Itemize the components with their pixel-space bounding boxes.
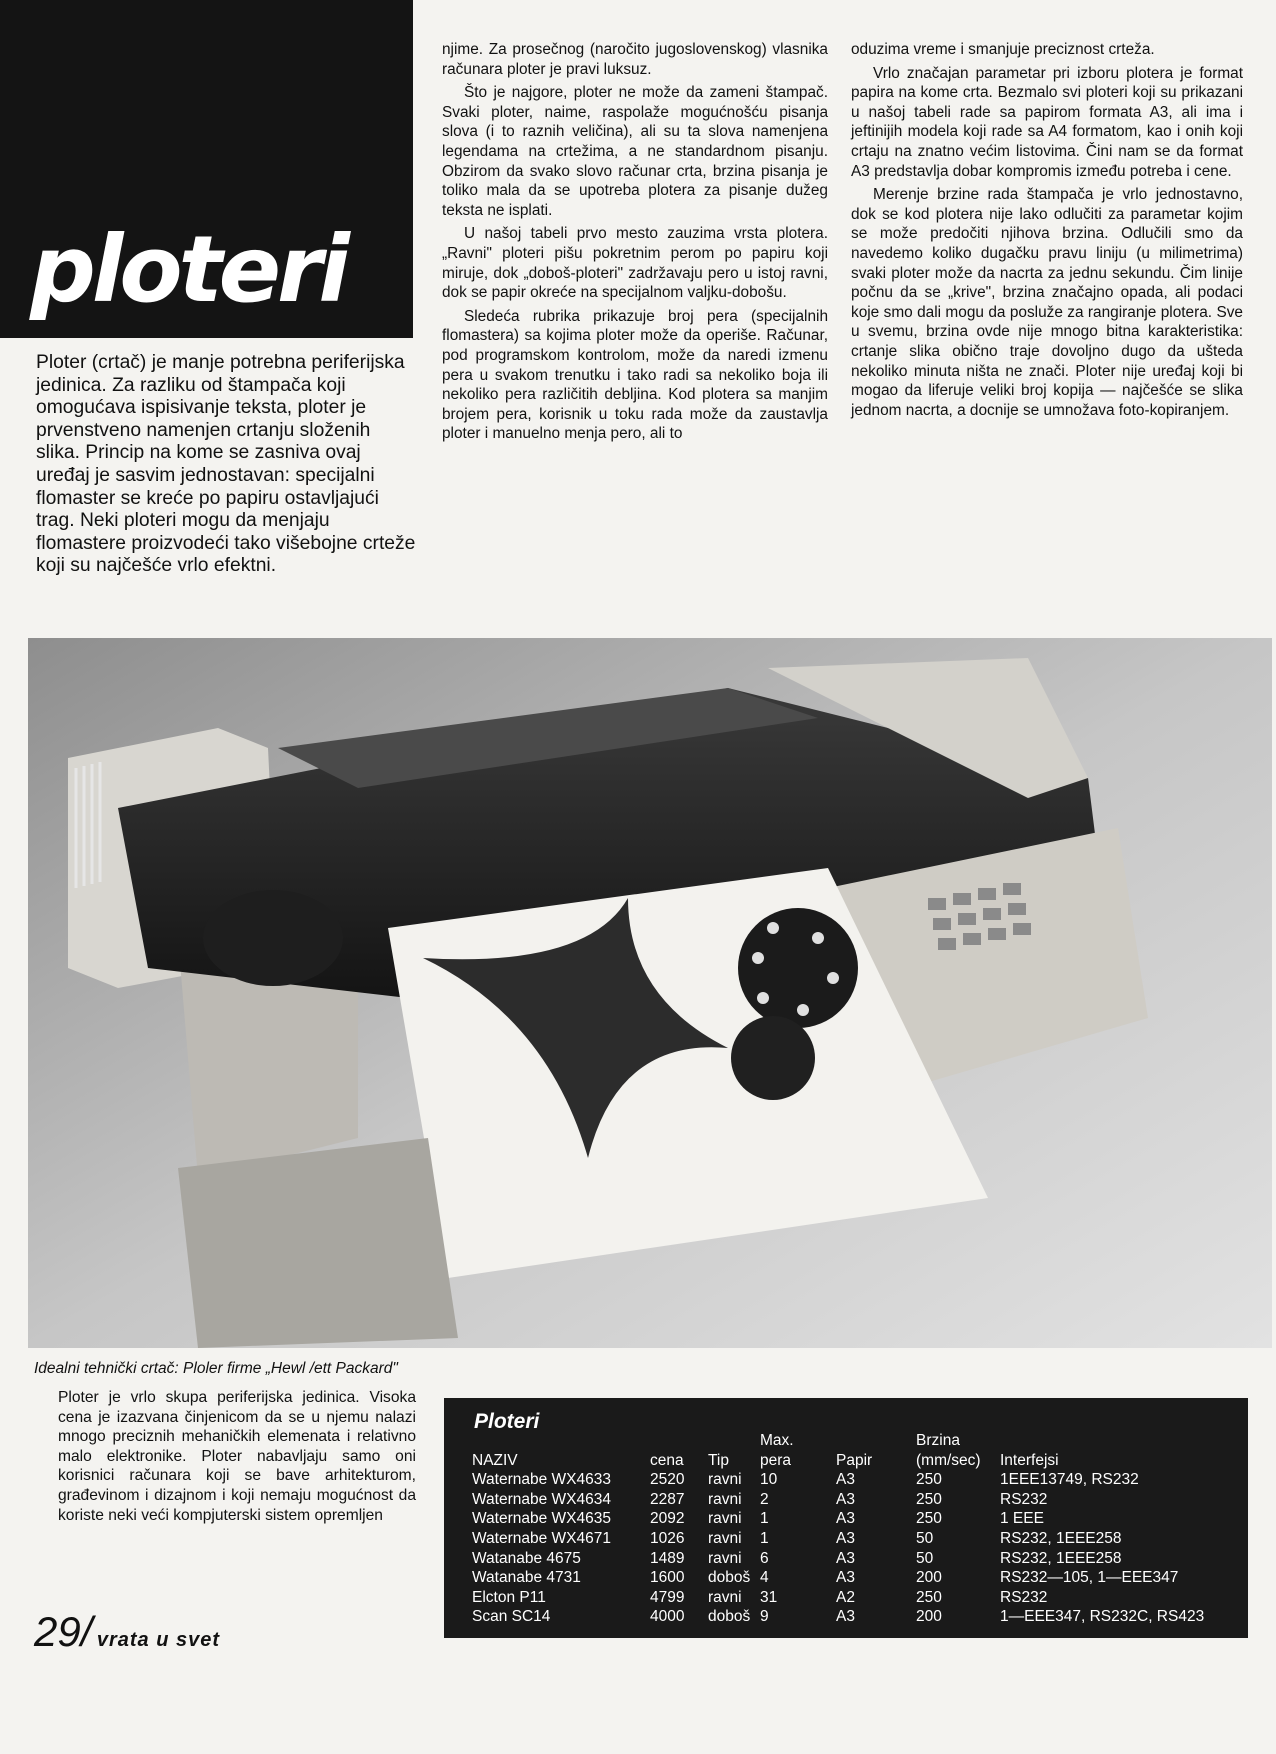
table-cell: 10 <box>760 1471 778 1489</box>
paragraph: Sledeća rubrika prikazuje broj pera (specijalnih flomastera) sa kojima ploter može da operiše. Računar, pod programskom kontrolom, može da naredi izmenu pera u svakom trenutku i tako radi sa nekoliko boja ili nekoliko pera različitih debljina. Kod plotera sa manjim brojem pera, korisnik u toku rada može da zaustavlja ploter i manuelno menja pero, ali to <box>442 307 828 443</box>
paragraph: Merenje brzine rada štampača je vrlo jednostavno, dok se kod plotera nije lako odlučiti za parametar kojim se može predočiti njihova brzina. Odlučili smo da navedemo koliko dugačku pravu liniju (u milimetrima) svaki ploter može da nacrta za jednu sekundu. Čim linije počnu da se „krive", brzina značajno opada, ali podaci koje smo dali mogu da posluže za rangiranje plotera. Sve u svemu, brzina ovde nije mnogo bitna karakteristika: crtanje slika obično traje dovoljno dugo da ušteda nekoliko minuta ništa ne znači. Ploter nije uređaj koji bi mogao da liferuje veliki broj kopija — najčešće se slika jednom nacrta, a docnije se umnožava foto-kopiranjem. <box>851 186 1243 419</box>
section-name: vrata u svet <box>96 1629 221 1651</box>
table-cell: Waternabe WX4635 <box>472 1510 612 1528</box>
column-header: pera <box>760 1451 792 1469</box>
table-cell: 2 <box>760 1490 769 1508</box>
paragraph: Vrlo značajan parametar pri izboru plotera je format papira na kome crta. Bezmalo svi ploteri koji su prikazani u našoj tabeli rade sa papirom formata A3, ali ima i jeftinijih modela koji rade sa A4 formatom, kao i onih koji crtaju na znatno većim listovima. Čini nam se da format A3 predstavlja dobar kompromis između potreba i cene. <box>851 64 1243 180</box>
page-folio <box>34 1608 220 1656</box>
table-row <box>472 1529 1240 1549</box>
table-cell: Scan SC14 <box>472 1608 551 1626</box>
table-cell: ravni <box>708 1510 742 1528</box>
table-cell: A3 <box>836 1549 855 1567</box>
table-cell: 200 <box>916 1608 942 1626</box>
table-cell: 1 EEE <box>1000 1510 1044 1528</box>
column-header: Tip <box>708 1451 729 1469</box>
table-header-row <box>472 1451 1240 1471</box>
table-cell: 1—EEE347, RS232C, RS423 <box>1000 1608 1205 1626</box>
table-row <box>472 1470 1240 1490</box>
column-header: cena <box>650 1451 684 1469</box>
table-row <box>472 1490 1240 1510</box>
table-cell: A3 <box>836 1569 855 1587</box>
intro-paragraph: Ploter (crtač) je manje potrebna periferijska jedinica. Za razliku od štampača koji omogućava ispisivanje teksta, ploter je prvenstveno namenjen crtanju složenih slika. Princip na kome se zasniva ovaj uređaj je sasvim jednostavan: specijalni flomaster se kreće po papiru ostavljajući trag. Neki ploteri mogu da menjaju flomastere proizvodeći tako višebojne crteže koji su najčešće vrlo efektni. <box>36 352 416 577</box>
text-column-3 <box>851 40 1243 420</box>
table-cell: ravni <box>708 1549 742 1567</box>
table-cell: 1 <box>760 1529 769 1547</box>
table-cell: doboš <box>708 1608 751 1626</box>
paragraph: U našoj tabeli prvo mesto zauzima vrsta plotera. „Ravni" ploteri pišu pokretnim perom po papiru koji miruje, dok „doboš-ploteri" zadržavaju pero u istoj ravni, dok se papir okreće na specijalnom valjku-dobošu. <box>442 225 828 302</box>
page-number: 29/ <box>34 1608 93 1655</box>
column-header: Papir <box>836 1451 873 1469</box>
table-cell: doboš <box>708 1569 751 1587</box>
table-cell: 2520 <box>650 1471 685 1489</box>
table-cell: A3 <box>836 1510 855 1528</box>
table-cell: 50 <box>916 1529 934 1547</box>
table-cell: A3 <box>836 1490 855 1508</box>
column-header: NAZIV <box>472 1451 518 1469</box>
data-table <box>472 1431 1240 1627</box>
table-cell: ravni <box>708 1588 742 1606</box>
table-cell: RS232 <box>1000 1588 1048 1606</box>
table-row <box>472 1509 1240 1529</box>
table-cell: 1489 <box>650 1549 685 1567</box>
table-cell: 4799 <box>650 1588 685 1606</box>
plotter-table <box>444 1398 1248 1638</box>
table-title: Ploteri <box>474 1410 540 1433</box>
table-cell: RS232 <box>1000 1490 1048 1508</box>
table-header-top-row <box>472 1431 1240 1451</box>
header-brzina: Brzina <box>916 1432 960 1449</box>
table-row <box>472 1607 1240 1627</box>
table-cell: 6 <box>760 1549 769 1567</box>
table-row <box>472 1549 1240 1569</box>
table-cell: A2 <box>836 1588 855 1606</box>
header-max: Max. <box>760 1432 794 1449</box>
table-cell: 9 <box>760 1608 769 1626</box>
table-cell: ravni <box>708 1490 742 1508</box>
table-cell: 31 <box>760 1588 778 1606</box>
table-cell: 4000 <box>650 1608 685 1626</box>
table-cell: Waternabe WX4634 <box>472 1490 612 1508</box>
table-cell: 2092 <box>650 1510 685 1528</box>
photo-caption: Idealni tehnički crtač: Ploler firme „Hewl /ett Packard" <box>34 1360 398 1377</box>
table-cell: ravni <box>708 1471 742 1489</box>
table-cell: 50 <box>916 1549 934 1567</box>
table-cell: Watanabe 4731 <box>472 1569 581 1587</box>
table-row <box>472 1588 1240 1608</box>
table-cell: A3 <box>836 1529 855 1547</box>
text-column-2 <box>442 40 828 444</box>
table-cell: 250 <box>916 1588 942 1606</box>
title-block <box>0 0 413 338</box>
table-cell: Waternabe WX4671 <box>472 1529 612 1547</box>
table-cell: Waternabe WX4633 <box>472 1471 612 1489</box>
table-cell: ravni <box>708 1529 742 1547</box>
paragraph: Što je najgore, ploter ne može da zameni štampač. Svaki ploter, naime, raspolaže mogućnošću pisanja slova (i to raznih veličina), ali su ta slova namenjena legendama na crtežima, a ne standardnom pisanju. Obzirom da svako slovo računar crta, brzina pisanja je toliko mala da se upotreba plotera za pisanje dužeg teksta ne isplati. <box>442 84 828 219</box>
table-cell: RS232—105, 1—EEE347 <box>1000 1569 1179 1587</box>
article-title: ploteri <box>30 216 346 323</box>
plotter-photo <box>28 638 1272 1348</box>
table-cell: 1EEE13749, RS232 <box>1000 1471 1139 1489</box>
table-body <box>472 1470 1240 1627</box>
table-cell: 200 <box>916 1569 942 1587</box>
table-cell: A3 <box>836 1471 855 1489</box>
bottom-paragraph: Ploter je vrlo skupa periferijska jedinica. Visoka cena je izazvana činjenicom da se u njemu nalazi mnogo preciznih mehaničkih elemenata i relativno malo elektronike. Ploter nabavljaju samo oni korisnici računara koji se bave arhitekturom, građevinom i dizajnom i koji nemaju mogućnost da koriste neki veći kompjuterski sistem opremljen <box>58 1389 416 1524</box>
table-cell: 250 <box>916 1471 942 1489</box>
table-cell: 250 <box>916 1490 942 1508</box>
paragraph: njime. Za prosečnog (naročito jugoslovenskog) vlasnika računara ploter je pravi luksuz. <box>442 41 828 78</box>
paragraph: oduzima vreme i smanjuje preciznost crteža. <box>851 41 1155 58</box>
table-cell: 1 <box>760 1510 769 1528</box>
table-cell: 250 <box>916 1510 942 1528</box>
table-cell: RS232, 1EEE258 <box>1000 1529 1122 1547</box>
table-cell: 2287 <box>650 1490 685 1508</box>
table-row <box>472 1568 1240 1588</box>
table-cell: 4 <box>760 1569 769 1587</box>
table-cell: Watanabe 4675 <box>472 1549 581 1567</box>
column-header: (mm/sec) <box>916 1451 981 1469</box>
table-cell: RS232, 1EEE258 <box>1000 1549 1122 1567</box>
column-header: Interfejsi <box>1000 1451 1059 1469</box>
table-cell: Elcton P11 <box>472 1588 546 1606</box>
table-cell: 1600 <box>650 1569 685 1587</box>
table-cell: A3 <box>836 1608 855 1626</box>
table-cell: 1026 <box>650 1529 685 1547</box>
